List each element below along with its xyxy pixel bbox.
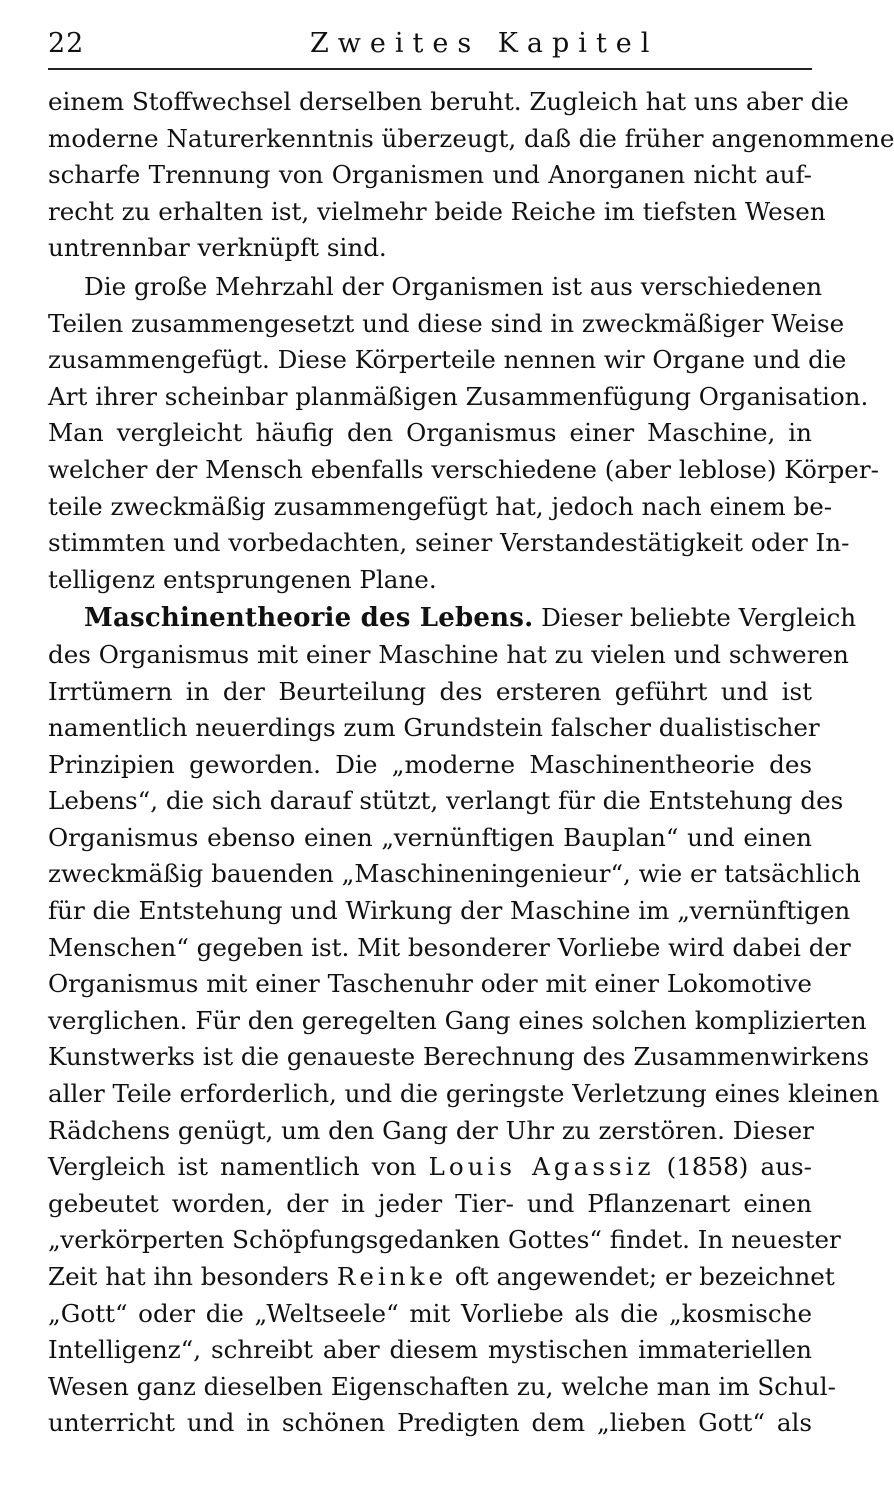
text-line: Menschen“ gegeben ist. Mit besonderer Vorliebe wird dabei der bbox=[48, 932, 851, 962]
text-line bbox=[48, 1149, 812, 1186]
text-line: Die große Mehrzahl der Organismen ist aus verschiedenen bbox=[84, 271, 823, 301]
text-line: einem Stoffwechsel derselben beruht. Zugleich hat uns aber die bbox=[48, 87, 849, 116]
text-fragment: (1858) aus- bbox=[654, 1152, 812, 1182]
text-line: untrennbar verknüpft sind. bbox=[48, 233, 387, 263]
body-text bbox=[48, 84, 894, 1442]
page-header bbox=[48, 22, 812, 70]
text-line: des Organismus mit einer Maschine hat zu vielen und schweren bbox=[48, 639, 849, 669]
text-line: scharfe Trennung von Organismen und Anorganen nicht auf- bbox=[48, 160, 812, 190]
text-line: für die Entstehung und Wirkung der Maschine im „vernünftigen bbox=[48, 896, 851, 926]
text-line: gebeutet worden, der in jeder Tier- und Pflanzenart einen bbox=[48, 1188, 812, 1218]
text-line: Man vergleicht häufig den Organismus einer Maschine, in bbox=[48, 418, 812, 448]
section-title-continuation: Dieser beliebte Vergleich bbox=[541, 603, 857, 633]
text-line: aller Teile erforderlich, und die geringste Verletzung eines kleinen bbox=[48, 1079, 880, 1109]
text-line: namentlich neuerdings zum Grundstein falscher dualistischer bbox=[48, 713, 820, 743]
section-title: Maschinentheorie des Lebens. bbox=[84, 603, 534, 634]
text-line: Prinzipien geworden. Die „moderne Maschinentheorie des bbox=[48, 749, 812, 779]
text-line: zweckmäßig bauenden „Maschineningenieur“, wie er tatsächlich bbox=[48, 859, 861, 889]
text-line: Organismus ebenso einen „vernünftigen Bauplan“ und einen bbox=[48, 822, 812, 852]
page-number: 22 bbox=[48, 28, 85, 59]
text-line: „verkörperten Schöpfungsgedanken Gottes“ findet. In neuester bbox=[48, 1225, 841, 1255]
text-line: stimmten und vorbedachten, seiner Verstandestätigkeit oder In- bbox=[48, 528, 850, 558]
text-line: Lebens“, die sich darauf stützt, verlangt für die Entstehung des bbox=[48, 786, 844, 816]
text-line bbox=[48, 1259, 835, 1296]
text-line: Kunstwerks ist die genaueste Berechnung des Zusammenwirkens bbox=[48, 1042, 870, 1072]
text-line: „Gott“ oder die „Weltseele“ mit Vorliebe als die „kosmische bbox=[48, 1298, 812, 1328]
text-line: Art ihrer scheinbar planmäßigen Zusammenfügung Organisation. bbox=[48, 381, 869, 411]
text-line: Intelligenz“, schreibt aber diesem mystischen immateriellen bbox=[48, 1335, 812, 1365]
text-fragment: oft angewendet; er bezeichnet bbox=[447, 1262, 835, 1291]
text-fragment: Zeit hat ihn besonders bbox=[48, 1262, 337, 1291]
text-line: moderne Naturerkenntnis überzeugt, daß die früher angenommene bbox=[48, 123, 894, 153]
text-line: welcher der Mensch ebenfalls verschiedene (aber leblose) Körper- bbox=[48, 454, 879, 484]
text-line: teile zweckmäßig zusammengefügt hat, jedoch nach einem be- bbox=[48, 491, 833, 521]
text-line: recht zu erhalten ist, vielmehr beide Reiche im tiefsten Wesen bbox=[48, 196, 826, 226]
text-line: verglichen. Für den geregelten Gang eines solchen komplizierten bbox=[48, 1005, 867, 1035]
person-name-agassiz: Louis Agassiz bbox=[428, 1152, 655, 1182]
text-fragment: Vergleich ist namentlich von bbox=[48, 1152, 429, 1182]
text-line: Rädchens genügt, um den Gang der Uhr zu zerstören. Dieser bbox=[48, 1115, 814, 1145]
person-name-reinke: Reinke bbox=[336, 1262, 448, 1291]
text-line: zusammengefügt. Diese Körperteile nennen wir Organe und die bbox=[48, 345, 847, 375]
text-line: Irrtümern in der Beurteilung des ersteren geführt und ist bbox=[48, 676, 812, 706]
text-line: Wesen ganz dieselben Eigenschaften zu, welche man im Schul- bbox=[48, 1371, 836, 1401]
text-line: telligenz entsprungenen Plane. bbox=[48, 564, 437, 594]
text-line: Teilen zusammengesetzt und diese sind in zweckmäßiger Weise bbox=[48, 308, 845, 338]
text-line: unterricht und in schönen Predigten dem „lieben Gott“ als bbox=[48, 1408, 812, 1438]
text-line: Organismus mit einer Taschenuhr oder mit einer Lokomotive bbox=[48, 969, 812, 999]
section-line bbox=[48, 600, 857, 637]
running-head: Zweites Kapitel bbox=[310, 28, 659, 59]
